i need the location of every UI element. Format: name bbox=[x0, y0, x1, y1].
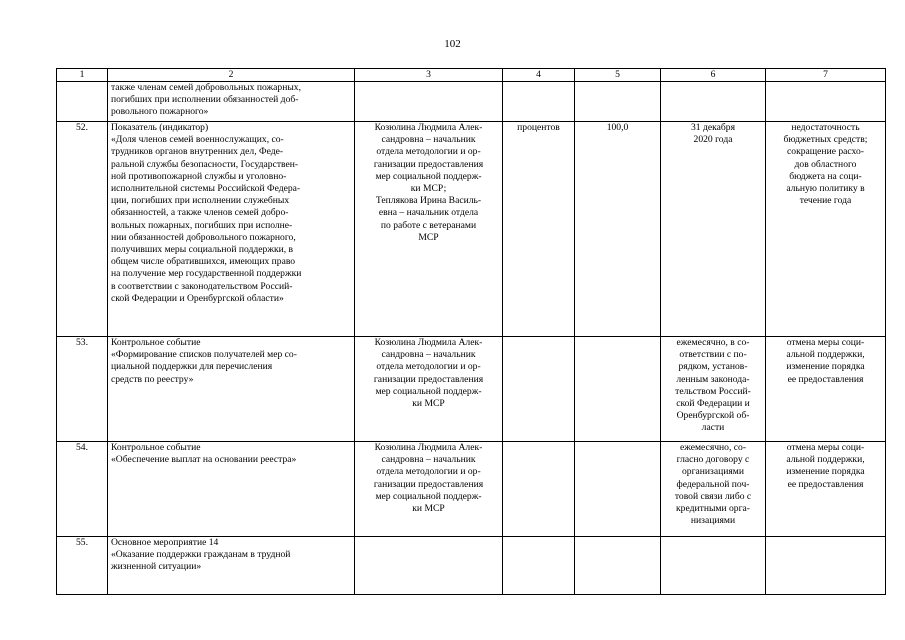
cell-line: ежемесячно, в со- bbox=[676, 337, 750, 348]
cell-line: ции, погибших при исполнении служебных bbox=[111, 195, 290, 207]
cell-line: «Доля членов семей военнослужащих, со- bbox=[111, 134, 284, 146]
unit-cell bbox=[503, 337, 575, 442]
cell-line: Козюлина Людмила Алек- bbox=[374, 442, 483, 453]
cell-line: течение года bbox=[799, 195, 852, 207]
cell-line: нии обязанностей добровольного пожарного, bbox=[111, 231, 296, 243]
cell-line: «Обеспечение выплат на основании реестра» bbox=[111, 454, 297, 466]
cell-line: сандровна – начальник bbox=[381, 134, 476, 146]
cell-line: мер социальной поддерж- bbox=[375, 385, 482, 397]
cell-line: также членам семей добровольных пожарных, bbox=[111, 82, 301, 93]
cell-line: отдела методологии и ор- bbox=[376, 146, 481, 158]
cell-line: низациями bbox=[690, 515, 736, 527]
value-cell: 100,0 bbox=[575, 122, 661, 337]
cell-line: МСР bbox=[418, 231, 439, 243]
cell-line: Основное мероприятие 14 bbox=[111, 537, 219, 548]
cell-line: ее предоставления bbox=[787, 373, 864, 385]
risk-cell bbox=[766, 122, 886, 337]
cell-line: рядком, установ- bbox=[678, 361, 748, 373]
risk-cell bbox=[766, 82, 886, 122]
cell-line: ленным законода- bbox=[676, 373, 750, 385]
cell-line: Оренбургской об- bbox=[676, 410, 750, 422]
unit-cell: процентов bbox=[503, 122, 575, 337]
value-cell bbox=[575, 537, 661, 595]
cell-line: ганизации предоставления bbox=[373, 478, 484, 490]
cell-line: Козюлина Людмила Алек- bbox=[374, 337, 483, 348]
cell-line: сандровна – начальник bbox=[381, 349, 476, 361]
cell-line: Показатель (индикатор) bbox=[111, 122, 209, 133]
deadline-cell bbox=[661, 537, 766, 595]
cell-line: общем числе обратившихся, имеющих право bbox=[111, 256, 296, 268]
cell-line: сокращение расхо- bbox=[787, 146, 864, 158]
cell-line: недостаточность bbox=[791, 122, 860, 133]
row-number-cell: 55. bbox=[57, 537, 108, 595]
cell-line: Контрольное событие bbox=[111, 442, 201, 453]
value-cell bbox=[575, 442, 661, 537]
risk-cell bbox=[766, 337, 886, 442]
column-header: 6 bbox=[661, 69, 766, 82]
column-header: 1 bbox=[57, 69, 108, 82]
row-number-cell: 52. bbox=[57, 122, 108, 337]
event-name-cell bbox=[108, 82, 355, 122]
cell-line: обязанностей, а также членов семей добро- bbox=[111, 207, 289, 219]
cell-line: сандровна – начальник bbox=[381, 454, 476, 466]
column-header: 2 bbox=[108, 69, 355, 82]
cell-line: 2020 года bbox=[693, 134, 733, 146]
cell-line: отмена меры соци- bbox=[786, 337, 865, 348]
page-number: 102 bbox=[444, 38, 461, 50]
table-row bbox=[57, 537, 886, 595]
row-number-cell: 54. bbox=[57, 442, 108, 537]
cell-line: жизненной ситуации» bbox=[111, 561, 202, 573]
cell-line: ской Федерации и Оренбургской области» bbox=[111, 292, 284, 304]
cell-line: федеральной поч- bbox=[676, 478, 750, 490]
cell-line: Контрольное событие bbox=[111, 337, 201, 348]
table-header-row bbox=[57, 69, 886, 82]
unit-cell bbox=[503, 82, 575, 122]
cell-line: ки МСР bbox=[412, 398, 445, 410]
column-header: 3 bbox=[355, 69, 503, 82]
cell-line: кредитными орга- bbox=[676, 503, 750, 515]
cell-line: «Оказание поддержки гражданам в трудной bbox=[111, 549, 291, 561]
program-table bbox=[56, 68, 886, 595]
cell-line: вольных пожарных, погибших при исполне- bbox=[111, 219, 293, 231]
cell-line: ной противопожарной службы и уголовно- bbox=[111, 170, 287, 182]
row-number-cell: 53. bbox=[57, 337, 108, 442]
risk-cell bbox=[766, 442, 886, 537]
cell-line: по работе с ветеранами bbox=[380, 219, 477, 231]
table-row bbox=[57, 122, 886, 337]
cell-line: ровольного пожарного» bbox=[111, 106, 209, 118]
responsible-cell bbox=[355, 122, 503, 337]
cell-line: ганизации предоставления bbox=[373, 158, 484, 170]
cell-line: «Формирование списков получателей мер со- bbox=[111, 349, 297, 361]
cell-line: трудников органов внутренних дел, Феде- bbox=[111, 146, 284, 158]
cell-line: ее предоставления bbox=[787, 478, 864, 490]
cell-line: организациями bbox=[682, 466, 744, 478]
table-row bbox=[57, 337, 886, 442]
row-number-cell bbox=[57, 82, 108, 122]
deadline-cell bbox=[661, 442, 766, 537]
value-cell bbox=[575, 337, 661, 442]
event-name-cell bbox=[108, 537, 355, 595]
table-row bbox=[57, 82, 886, 122]
column-header: 4 bbox=[503, 69, 575, 82]
event-name-cell bbox=[108, 337, 355, 442]
cell-line: тельством Россий- bbox=[675, 385, 751, 397]
column-header: 5 bbox=[575, 69, 661, 82]
cell-line: получивших меры социальной поддержки, в bbox=[111, 244, 294, 256]
event-name-cell bbox=[108, 122, 355, 337]
deadline-cell bbox=[661, 337, 766, 442]
cell-line: изменение порядка bbox=[786, 361, 865, 373]
column-header: 7 bbox=[766, 69, 886, 82]
cell-line: циальной поддержки для перечисления bbox=[111, 361, 273, 373]
cell-line: ласти bbox=[701, 422, 725, 434]
cell-line: отмена меры соци- bbox=[786, 442, 865, 453]
cell-line: исполнительной системы Российской Федера- bbox=[111, 183, 301, 195]
cell-line: евна – начальник отдела bbox=[378, 207, 479, 219]
cell-line: мер социальной поддерж- bbox=[375, 490, 482, 502]
cell-line: в соответствии с законодательством Россий- bbox=[111, 280, 293, 292]
cell-line: 31 декабря bbox=[691, 122, 735, 133]
cell-line: ответствии с по- bbox=[679, 349, 747, 361]
cell-line: мер социальной поддерж- bbox=[375, 170, 482, 182]
table-row bbox=[57, 442, 886, 537]
responsible-cell bbox=[355, 442, 503, 537]
cell-line: альной поддержки, bbox=[786, 349, 865, 361]
cell-line: товой связи либо с bbox=[674, 490, 752, 502]
risk-cell bbox=[766, 537, 886, 595]
cell-line: ежемесячно, со- bbox=[679, 442, 747, 453]
cell-line: средств по реестру» bbox=[111, 373, 194, 385]
cell-line: дов областного bbox=[794, 158, 857, 170]
cell-line: погибших при исполнении обязанностей доб- bbox=[111, 94, 299, 106]
cell-line: Козюлина Людмила Алек- bbox=[374, 122, 483, 133]
responsible-cell bbox=[355, 337, 503, 442]
cell-line: бюджетных средств; bbox=[783, 134, 868, 146]
cell-line: на получение мер государственной поддержки bbox=[111, 268, 302, 280]
cell-line: ской Федерации и bbox=[676, 398, 750, 410]
cell-line: отдела методологии и ор- bbox=[376, 361, 481, 373]
cell-line: изменение порядка bbox=[786, 466, 865, 478]
value-cell bbox=[575, 82, 661, 122]
cell-line: гласно договору с bbox=[676, 454, 750, 466]
cell-line: ральной службы безопасности, Государствен- bbox=[111, 158, 299, 170]
cell-line: ки МСР; bbox=[410, 183, 447, 195]
cell-line: ганизации предоставления bbox=[373, 373, 484, 385]
cell-line: альной поддержки, bbox=[786, 454, 865, 466]
unit-cell bbox=[503, 537, 575, 595]
deadline-cell bbox=[661, 122, 766, 337]
responsible-cell bbox=[355, 82, 503, 122]
cell-line: ки МСР bbox=[412, 503, 445, 515]
responsible-cell bbox=[355, 537, 503, 595]
cell-line: Теплякова Ирина Василь- bbox=[375, 195, 482, 207]
cell-line: отдела методологии и ор- bbox=[376, 466, 481, 478]
event-name-cell bbox=[108, 442, 355, 537]
cell-line: альную политику в bbox=[786, 183, 865, 195]
cell-line: бюджета на соци- bbox=[789, 170, 862, 182]
deadline-cell bbox=[661, 82, 766, 122]
unit-cell bbox=[503, 442, 575, 537]
